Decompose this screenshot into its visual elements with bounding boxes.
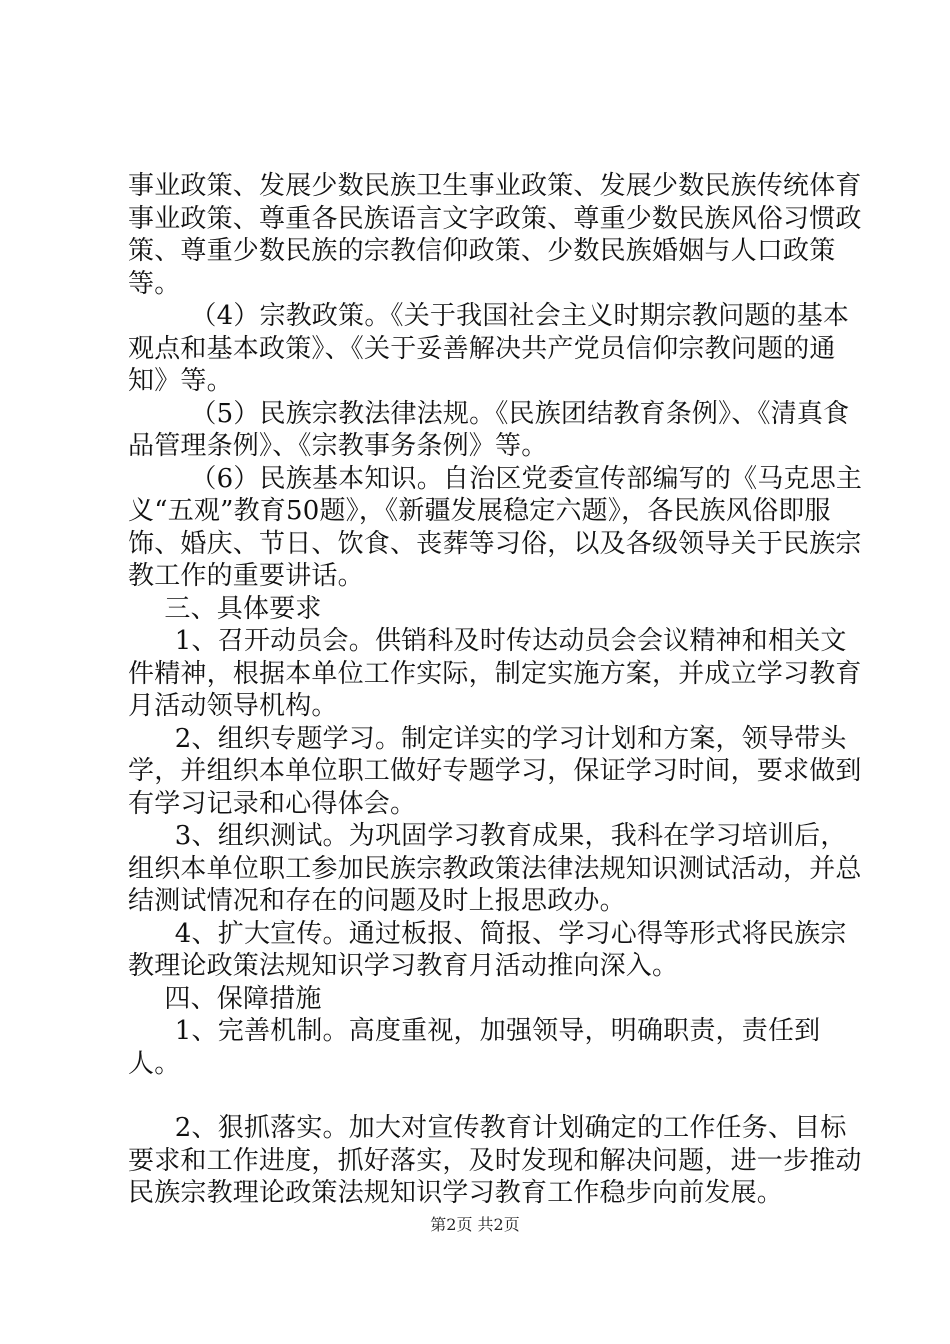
paragraph-basic-knowledge: （6）民族基本知识。自治区党委宣传部编写的《马克思主义“五观”教育50题》，《新疆发展稳定六题》，各民族风俗即服饰、婚庆、节日、饮食、丧葬等习俗，以及各级领导关于民族宗教工作的重要讲话。 (128, 463, 863, 591)
paragraph-laws-regulations: （5）民族宗教法律法规。《民族团结教育条例》、《清真食品管理条例》、《宗教事务条例》等。 (128, 398, 850, 461)
section-heading-safeguards: 四、保障措施 (164, 983, 322, 1014)
paragraph-special-study: 2、组织专题学习。制定详实的学习计划和方案，领导带头学，并组织本单位职工做好专题学习，保证学习时间，要求做到有学习记录和心得体会。 (128, 723, 862, 819)
section-heading-requirements: 三、具体要求 (164, 593, 322, 624)
paragraph-improve-mechanism: 1、完善机制。高度重视，加强领导，明确职责，责任到人。 (128, 1016, 821, 1079)
document-body (128, 170, 868, 1210)
paragraph-testing: 3、组织测试。为巩固学习教育成果，我科在学习培训后，组织本单位职工参加民族宗教政策法律法规知识测试活动，并总结测试情况和存在的问题及时上报思政办。 (128, 821, 862, 916)
paragraph-implementation: 2、狠抓落实。加大对宣传教育计划确定的工作任务、目标要求和工作进度，抓好落实，及时发现和解决问题，进一步推动民族宗教理论政策法规知识学习教育工作稳步向前发展。 (128, 1113, 862, 1208)
page-footer: 第2页 共2页 (430, 1215, 520, 1234)
paragraph-mobilization-meeting: 1、召开动员会。供销科及时传达动员会会议精神和相关文件精神，根据本单位工作实际，制定实施方案，并成立学习教育月活动领导机构。 (128, 626, 862, 721)
paragraph-religious-policy: （4）宗教政策。《关于我国社会主义时期宗教问题的基本观点和基本政策》、《关于妥善解决共产党员信仰宗教问题的通知》等。 (128, 301, 850, 396)
paragraph-policy-continuation: 事业政策、发展少数民族卫生事业政策、发展少数民族传统体育事业政策、尊重各民族语言文字政策、尊重少数民族风俗习惯政策、尊重少数民族的宗教信仰政策、少数民族婚姻与人口政策等。 (128, 171, 862, 299)
paragraph-publicity: 4、扩大宣传。通过板报、简报、学习心得等形式将民族宗教理论政策法规知识学习教育月活动推向深入。 (128, 918, 847, 981)
